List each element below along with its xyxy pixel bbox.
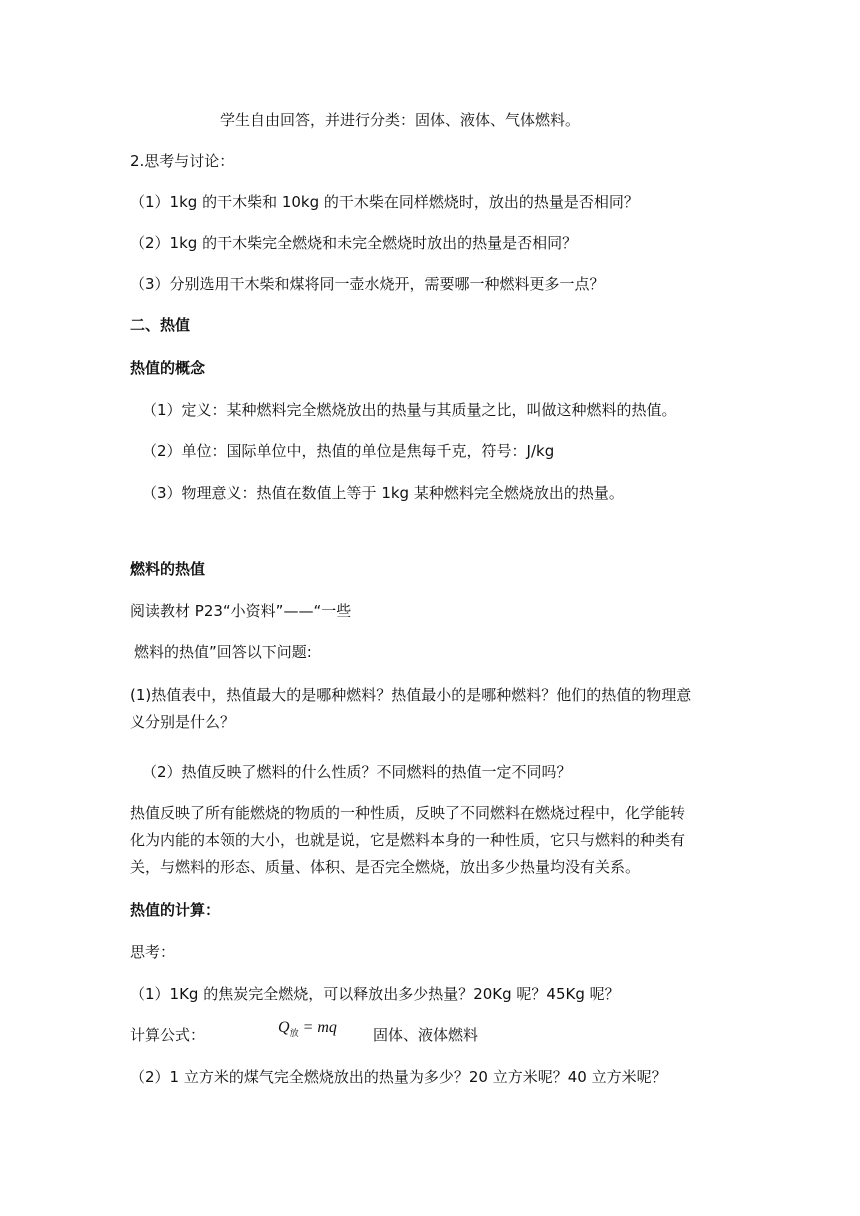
reading-instruction-cont: 燃料的热值”回答以下问题: xyxy=(134,643,312,661)
think-label: 思考： xyxy=(130,943,176,961)
concept-definition: （1）定义：某种燃料完全燃烧放出的热量与其质量之比，叫做这种燃料的热值。 xyxy=(142,401,677,419)
answer-note: 学生自由回答，并进行分类：固体、液体、气体燃料。 xyxy=(220,111,581,129)
formula-label: 计算公式： xyxy=(130,1026,206,1044)
discussion-heading: 2.思考与讨论： xyxy=(130,152,235,170)
section-heading-heat-value: 二、热值 xyxy=(130,316,191,334)
subheading-fuel-heat-value: 燃料的热值 xyxy=(130,560,206,578)
heat-formula: $Q_放$ = mq xyxy=(278,1019,337,1039)
reading-q1-cont: 义分别是什么？ xyxy=(130,713,236,731)
explanation-line-1: 热值反映了所有能燃烧的物质的一种性质，反映了不同燃料在燃烧过程中，化学能转 xyxy=(130,804,686,822)
explanation-line-3: 关，与燃料的形态、质量、体积、是否完全燃烧，放出多少热量均没有关系。 xyxy=(130,858,641,876)
reading-q2: （2）热值反映了燃料的什么性质？不同燃料的热值一定不同吗？ xyxy=(142,763,572,781)
subheading-concept: 热值的概念 xyxy=(130,359,206,377)
reading-instruction: 阅读教材 P23“小资料”——“一些 xyxy=(130,602,352,620)
reading-q1: (1)热值表中，热值最大的是哪种燃料？热值最小的是哪种燃料？他们的热值的物理意 xyxy=(130,686,692,704)
concept-physical-meaning: （3）物理意义：热值在数值上等于 1kg 某种燃料完全燃烧放出的热量。 xyxy=(142,484,624,502)
think-q1: （1）1Kg 的焦炭完全燃烧，可以释放出多少热量？20Kg 呢？45Kg 呢？ xyxy=(130,985,620,1003)
explanation-line-2: 化为内能的本领的大小，也就是说，它是燃料本身的一种性质，它只与燃料的种类有 xyxy=(130,831,686,849)
concept-unit: （2）单位：国际单位中，热值的单位是焦每千克，符号：J/kg xyxy=(142,442,555,460)
discussion-q1: （1）1kg 的干木柴和 10kg 的干木柴在同样燃烧时，放出的热量是否相同？ xyxy=(130,193,639,211)
subheading-calculation: 热值的计算： xyxy=(130,901,221,919)
formula-applicability: 固体、液体燃料 xyxy=(373,1026,479,1044)
discussion-q3: （3）分别选用干木柴和煤将同一壶水烧开，需要哪一种燃料更多一点？ xyxy=(130,275,605,293)
discussion-q2: （2）1kg 的干木柴完全燃烧和未完全燃烧时放出的热量是否相同？ xyxy=(130,234,578,252)
think-q2: （2）1 立方米的煤气完全燃烧放出的热量为多少？20 立方米呢？40 立方米呢？ xyxy=(130,1068,667,1086)
